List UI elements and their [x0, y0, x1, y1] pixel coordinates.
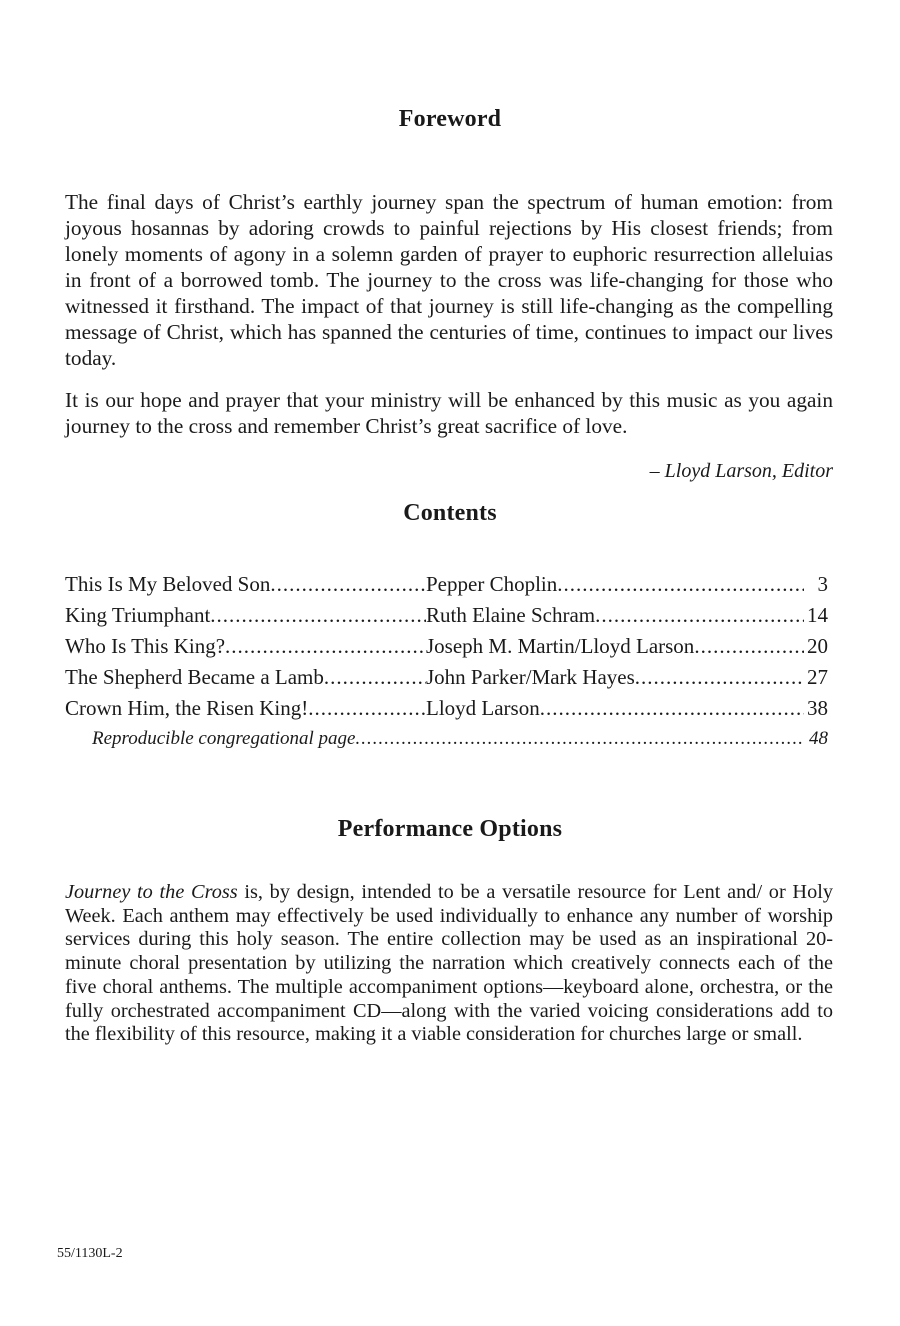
foreword-paragraph-1: The final days of Christ’s earthly journey span the spectrum of human emotion: from joyous hosannas by adoring crowds to painful rejections by His closest friends; from lonely moments of agony in a solemn garden of prayer to euphoric resurrection alleluias in front of a borrowed tomb. The journey to the cross was life-changing for those who witnessed it firsthand. The impact of that journey is still life-changing as the compelling message of Christ, which has spanned the centuries of time, continues to impact our lives today.: [65, 190, 833, 370]
dot-leader: [210, 602, 426, 628]
toc-entry: [65, 633, 828, 664]
toc-entry-page: 3: [817, 572, 828, 596]
toc-entry-title: The Shepherd Became a Lamb: [65, 665, 324, 689]
toc-entry-page: 20: [807, 634, 828, 658]
dot-leader: [557, 571, 804, 597]
dot-leader: [595, 602, 804, 628]
toc-entry-page: 27: [807, 665, 828, 689]
performance-paragraph: [65, 881, 833, 1047]
contents-heading: Contents: [403, 500, 497, 526]
toc-entry-composer: Joseph M. Martin/Lloyd Larson: [426, 634, 695, 658]
toc-entry-title: Crown Him, the Risen King!: [65, 696, 309, 720]
toc-entry-composer: Ruth Elaine Schram: [426, 603, 596, 627]
toc-entry: [65, 602, 828, 633]
toc-entry-reproducible: [65, 726, 828, 757]
dot-leader: [635, 664, 804, 690]
dot-leader: [308, 695, 426, 721]
toc-entry-title: Who Is This King?: [65, 634, 226, 658]
performance-options-heading: Performance Options: [337, 816, 563, 842]
dot-leader: [324, 664, 426, 690]
dot-leader: [355, 726, 804, 752]
toc-entry-composer: John Parker/Mark Hayes: [426, 665, 635, 689]
foreword-signature: – Lloyd Larson, Editor: [649, 460, 833, 482]
toc-reproducible-page: 48: [809, 728, 828, 749]
foreword-paragraph-2: It is our hope and prayer that your ministry will be enhanced by this music as you again journey to the cross and remember Christ’s great sacrifice of love.: [65, 388, 833, 438]
toc-entry-page: 14: [807, 603, 828, 627]
toc-entry-composer: Pepper Choplin: [426, 572, 558, 596]
catalog-code: 55/1130L-2: [57, 1246, 123, 1261]
toc-reproducible-title: Reproducible congregational page: [92, 728, 356, 749]
toc-entry: [65, 695, 828, 726]
dot-leader: [225, 633, 426, 659]
toc-entry-title: This Is My Beloved Son: [65, 572, 271, 596]
performance-body: is, by design, intended to be a versatile resource for Lent and/ or Holy Week. Each anthem may effectively be used individually to enhance any number of worship services during this holy season. The entire collection may be used as an inspirational 20-minute choral presentation by utilizing the narration which creatively connects each of the five choral anthems. The multiple accompaniment options—keyboard alone, orchestra, or the fully orchestrated accompaniment CD—along with the varied voicing considerations add to the flexibility of this resource, making it a viable consideration for churches large or small.: [65, 881, 833, 1046]
collection-title: Journey to the Cross: [65, 881, 238, 903]
dot-leader: [694, 633, 804, 659]
table-of-contents: [65, 571, 828, 757]
toc-entry: [65, 664, 828, 695]
dot-leader: [540, 695, 804, 721]
toc-entry-composer: Lloyd Larson: [426, 696, 540, 720]
toc-entry: [65, 571, 828, 602]
toc-entry-page: 38: [807, 696, 828, 720]
toc-entry-title: King Triumphant: [65, 603, 211, 627]
dot-leader: [270, 571, 426, 597]
foreword-heading: Foreword: [398, 106, 502, 132]
